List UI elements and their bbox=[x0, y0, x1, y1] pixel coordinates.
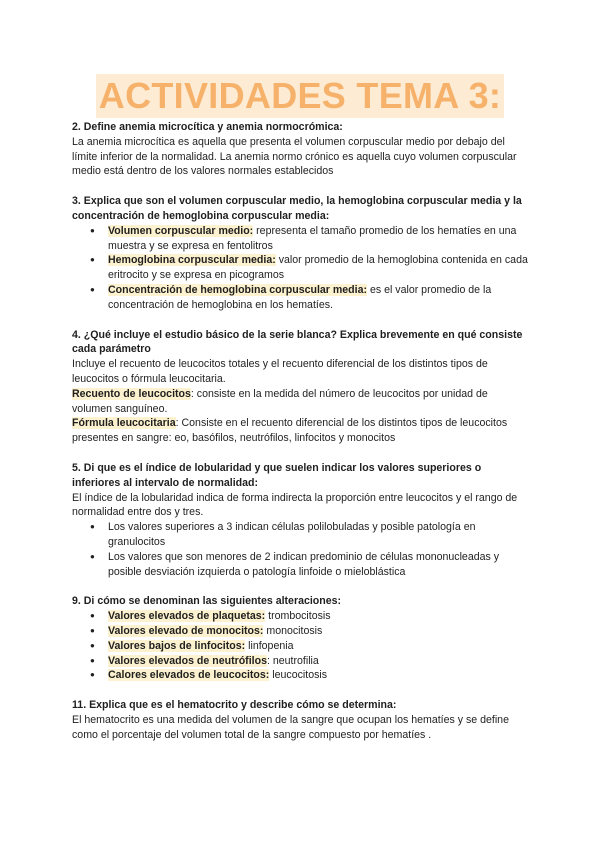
list-item bbox=[108, 224, 528, 254]
list-item bbox=[108, 654, 528, 669]
page-title: ACTIVIDADES TEMA 3: bbox=[96, 74, 504, 118]
term-text: valor promedio de la hemoglobina contenida en cada eritrocito y se expresa en picogramos bbox=[108, 254, 528, 282]
list-item bbox=[108, 283, 528, 313]
list-item bbox=[108, 668, 528, 683]
term-text: leucocitosis bbox=[269, 669, 328, 682]
answer-4-intro: Incluye el recuento de leucocitos totales y el recuento diferencial de los distintos tipos de leucocitos o fórmula leucocitaria. bbox=[72, 358, 488, 385]
answer-4-formula bbox=[72, 416, 528, 446]
document-body bbox=[72, 120, 528, 742]
question-3: 3. Explica que son el volumen corpuscular medio, la hemoglobina corpuscular media y la concentración de hemoglobina corpuscular media: bbox=[72, 195, 522, 222]
answer-5-intro: El índice de la lobularidad indica de forma indirecta la proporción entre leucocitos y el rango de normalidad entre dos y tres. bbox=[72, 491, 518, 519]
term-label: Valores elevado de monocitos: bbox=[108, 624, 264, 637]
term-label: Valores elevados de neutrófilos bbox=[108, 654, 267, 667]
term-text: linfopenia bbox=[245, 639, 294, 652]
question-2: 2. Define anemia microcítica y anemia normocrómica: bbox=[72, 121, 343, 133]
list-item bbox=[108, 624, 528, 639]
term-label: Calores elevados de leucocitos: bbox=[108, 669, 270, 682]
term-text: : Consiste en el recuento diferencial de los distintos tipos de leucocitos presentes en sangre: eo, basófilos, neutrófilos, linfocitos y monocitos bbox=[72, 417, 508, 445]
term-text: trombocitosis bbox=[265, 610, 331, 623]
term-text: monocitosis bbox=[263, 624, 323, 637]
question-5: 5. Di que es el índice de lobularidad y que suelen indicar los valores superiores o inferiores al intervalo de normalidad: bbox=[72, 461, 482, 489]
list-5 bbox=[72, 520, 528, 579]
list-item: ● Los valores superiores a 3 indican células polilobuladas y posible patología en granulocitos bbox=[108, 520, 528, 550]
term-label: Valores bajos de linfocitos: bbox=[108, 639, 246, 652]
term-text: : consiste en la medida del número de leucocitos por unidad de volumen sanguíneo. bbox=[72, 387, 488, 415]
list-item bbox=[108, 609, 528, 624]
answer-11: El hematocrito es una medida del volumen de la sangre que ocupan los hematíes y se define como el porcentaje del volumen total de la sangre compuesto por hematíes . bbox=[72, 713, 509, 741]
list-item bbox=[108, 639, 528, 654]
term-label: Concentración de hemoglobina corpuscular media: bbox=[108, 283, 368, 296]
answer-4-recuento bbox=[72, 387, 528, 417]
term-text: representa el tamaño promedio de los hematíes en una muestra y se expresa en fentolitros bbox=[108, 224, 517, 252]
answer-2: La anemia microcítica es aquella que presenta el volumen corpuscular medio por debajo del límite inferior de la normalidad. La anemia normo crónico es aquella cuyo volumen corpuscular medio está dentro de los valores normales establecidos bbox=[72, 135, 517, 178]
term-label: Valores elevados de plaquetas: bbox=[108, 610, 266, 623]
question-9: 9. Di cómo se denominan las siguientes alteraciones: bbox=[72, 595, 342, 608]
term-label: Fórmula leucocitaria bbox=[72, 417, 176, 430]
list-9 bbox=[72, 609, 528, 683]
term-label: Volumen corpuscular medio: bbox=[108, 224, 254, 237]
question-4: 4. ¿Qué incluye el estudio básico de la serie blanca? Explica brevemente en qué consiste cada parámetro bbox=[72, 328, 523, 356]
question-11: 11. Explica que es el hematocrito y describe cómo se determina: bbox=[72, 699, 397, 712]
term-label: Hemoglobina corpuscular media: bbox=[108, 254, 276, 267]
list-3 bbox=[72, 224, 528, 313]
list-item: ● Los valores que son menores de 2 indican predominio de células mononucleadas y posible desviación izquierda o patología linfoide o mieloblástica bbox=[108, 550, 528, 580]
term-label: Recuento de leucocitos bbox=[72, 387, 191, 400]
list-item bbox=[108, 253, 528, 283]
term-text: : neutrofilia bbox=[266, 654, 319, 667]
term-text: es el valor promedio de la concentración de hemoglobina en los hematíes. bbox=[108, 283, 492, 311]
